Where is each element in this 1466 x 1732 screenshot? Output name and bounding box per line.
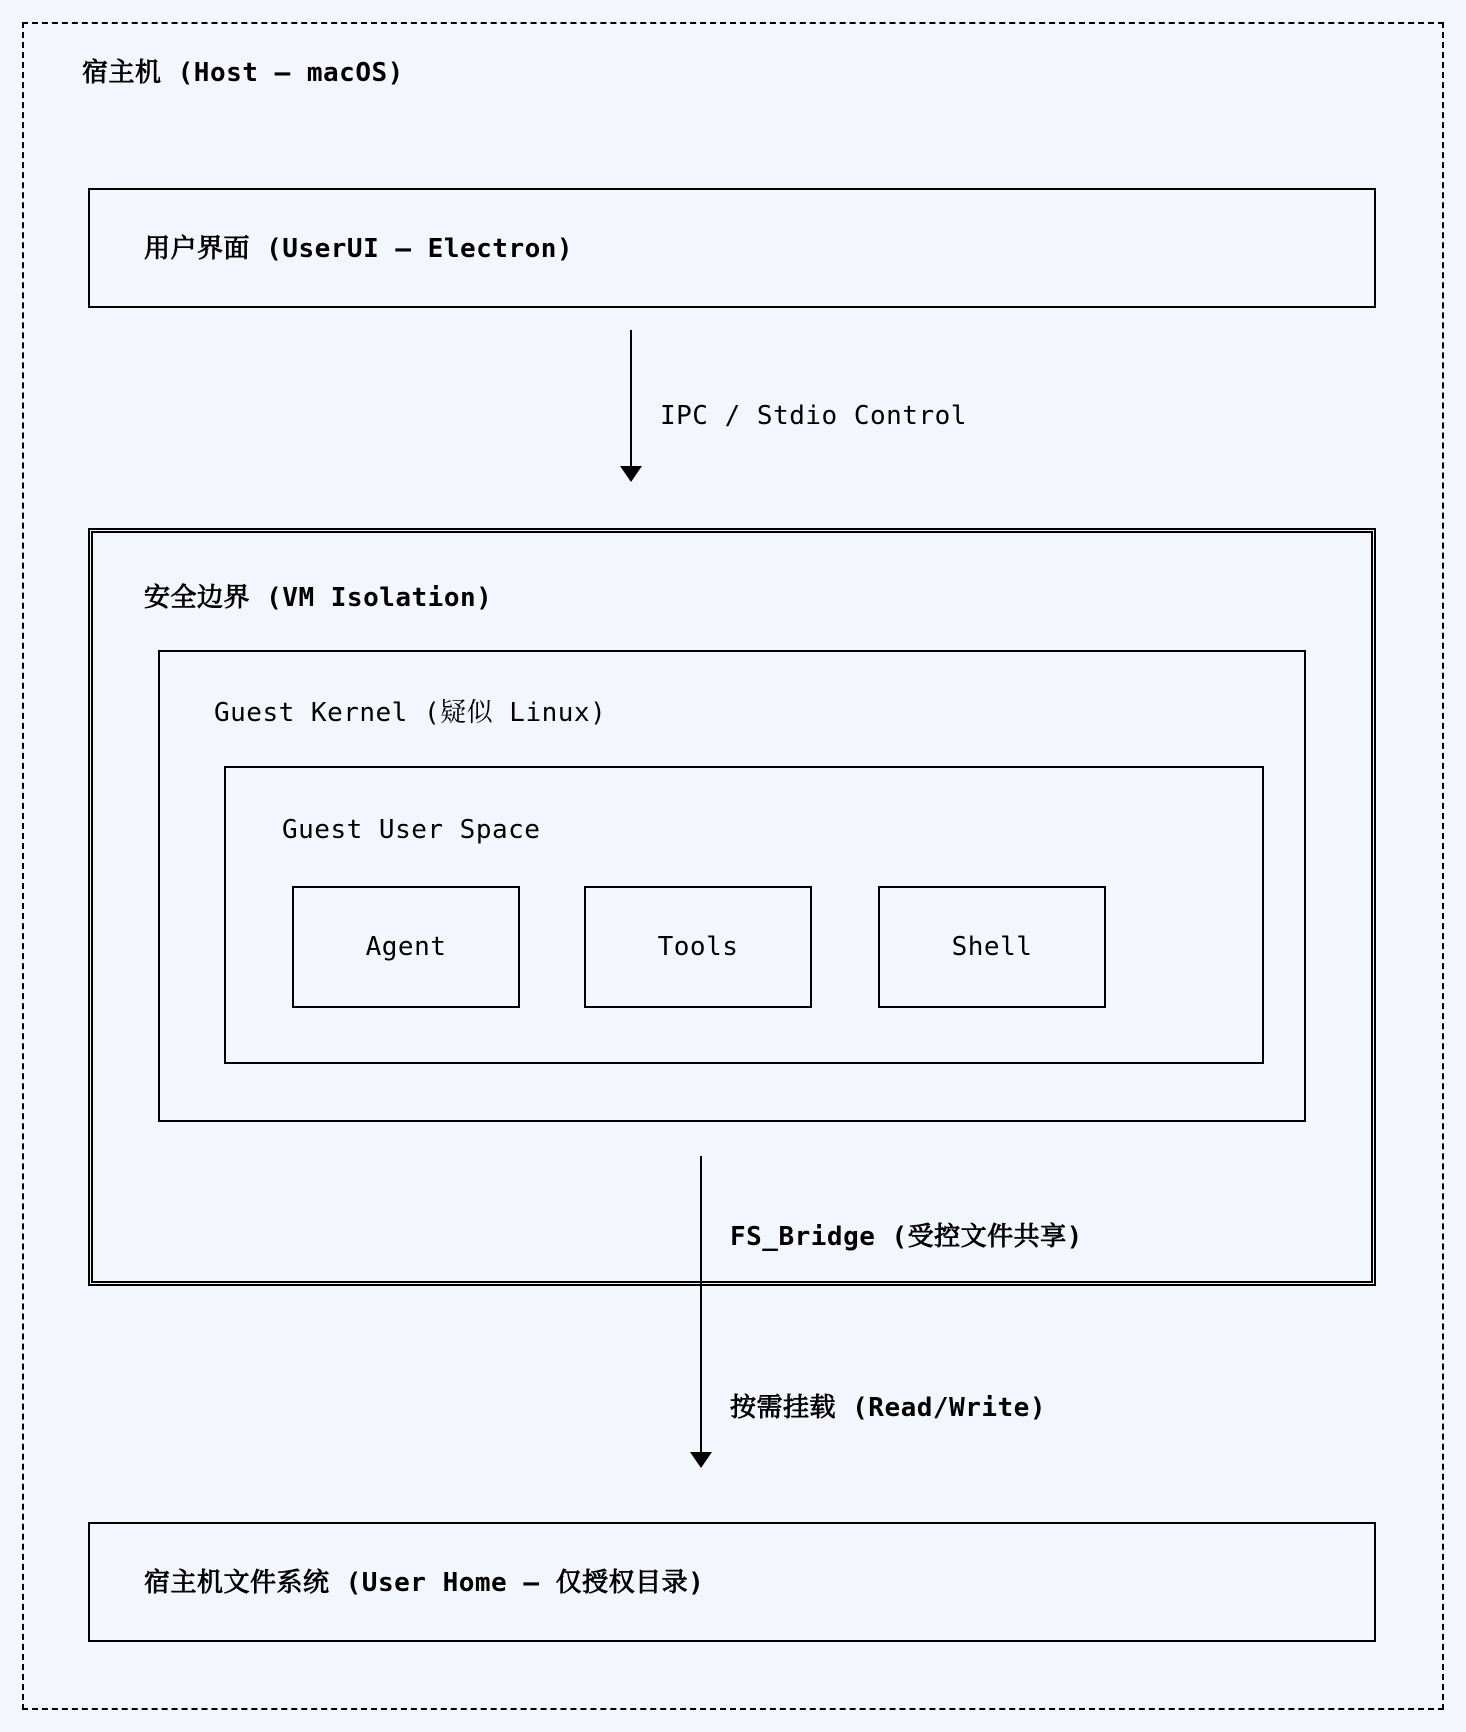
component-shell[interactable] (878, 886, 1106, 1008)
user-ui-title: 用户界面 (UserUI — Electron) (144, 234, 574, 264)
vm-isolation-title: 安全边界 (VM Isolation) (144, 583, 493, 613)
connector-ipc-label: IPC / Stdio Control (660, 401, 967, 431)
connector-ipc-line (630, 330, 632, 470)
component-shell-label: Shell (951, 932, 1033, 962)
connector-fsbridge-label: FS_Bridge (受控文件共享) (730, 1222, 1083, 1252)
connector-mount-arrow (690, 1452, 712, 1468)
connector-fsbridge-line (700, 1156, 702, 1296)
connector-mount-line (700, 1296, 702, 1456)
component-agent-label: Agent (365, 932, 447, 962)
connector-ipc-arrow (620, 466, 642, 482)
guest-user-space-title: Guest User Space (282, 815, 541, 845)
guest-kernel-title: Guest Kernel (疑似 Linux) (214, 698, 607, 728)
component-tools-label: Tools (657, 932, 739, 962)
component-tools[interactable] (584, 886, 812, 1008)
host-filesystem-title: 宿主机文件系统 (User Home — 仅授权目录) (144, 1568, 705, 1598)
component-agent[interactable] (292, 886, 520, 1008)
connector-mount-label: 按需挂载 (Read/Write) (730, 1393, 1046, 1423)
host-title: 宿主机 (Host — macOS) (82, 58, 404, 88)
